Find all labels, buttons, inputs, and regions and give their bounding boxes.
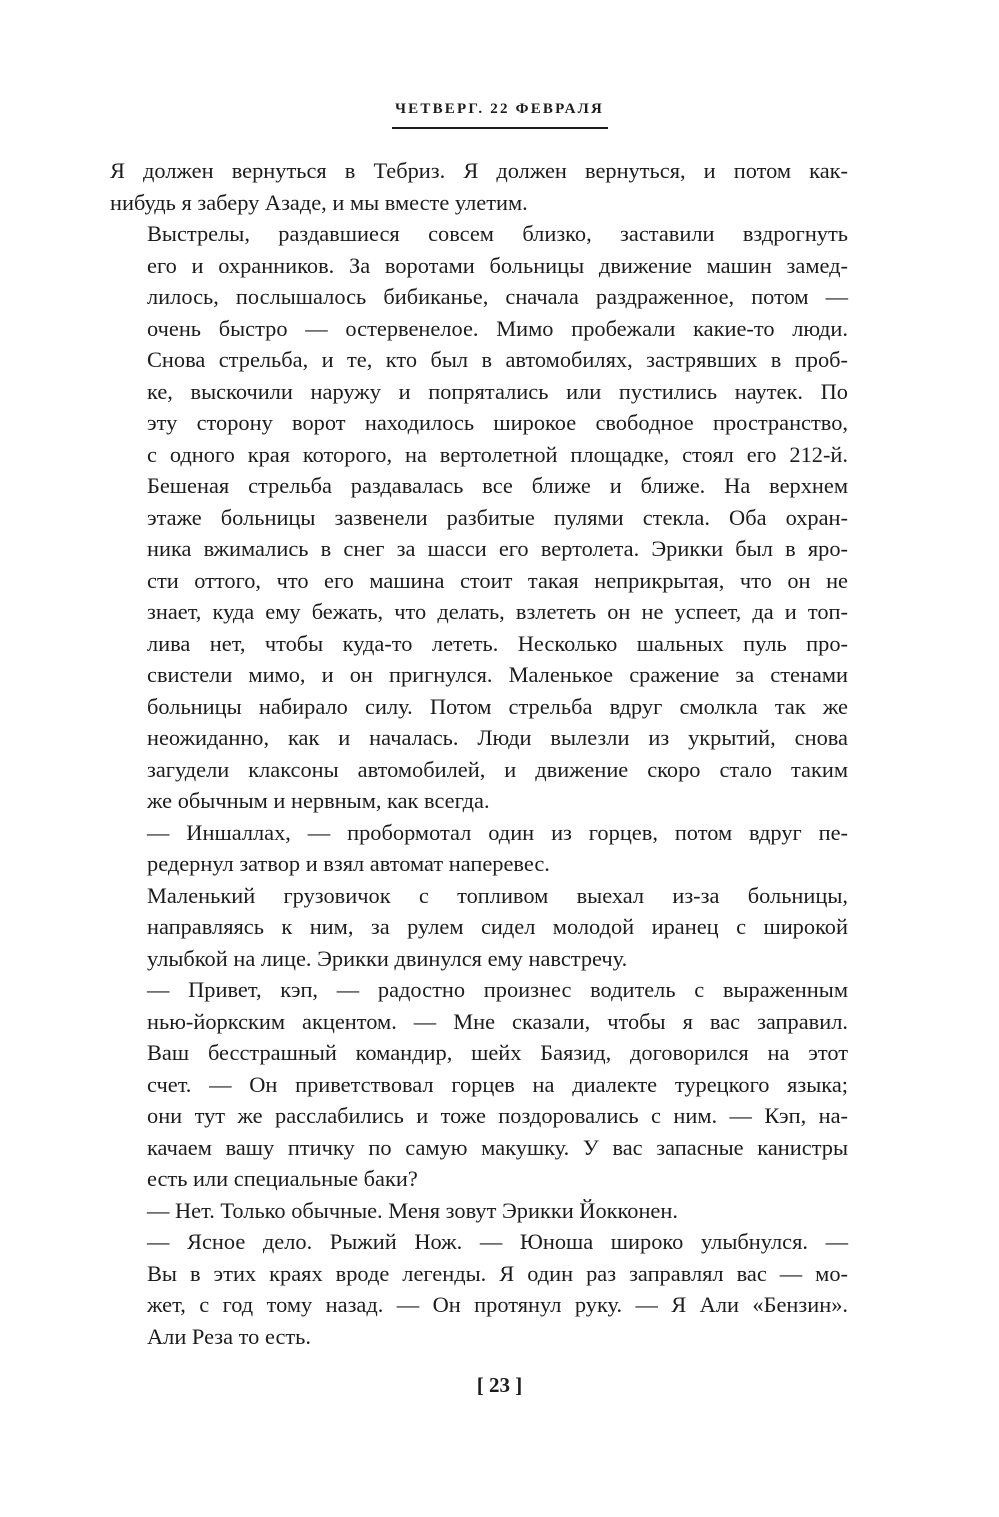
text-line: же обычным и нервным, как всегда. bbox=[147, 788, 490, 813]
paragraph bbox=[110, 880, 848, 975]
text-line: лилось, послышалось бибиканье, сначала раздраженное, потом — bbox=[147, 284, 848, 309]
body-text bbox=[110, 155, 848, 1352]
paragraph bbox=[110, 218, 848, 817]
text-line: его и охранников. За воротами больницы движение машин замед- bbox=[147, 252, 848, 278]
text-line: знает, куда ему бежать, что делать, взлететь он не успеет, да и топ- bbox=[147, 599, 848, 624]
text-line: Вы в этих краях вроде легенды. Я один раз заправлял вас — мо- bbox=[147, 1260, 848, 1286]
text-line: ке, выскочили наружу и попрятались или пустились наутек. По bbox=[147, 378, 848, 404]
text-line: с одного края которого, на вертолетной площадке, стоял его 212-й. bbox=[147, 441, 848, 467]
text-line: свистели мимо, и он пригнулся. Маленькое сражение за стенами bbox=[147, 662, 848, 687]
page-number: [ 23 ] bbox=[476, 1373, 523, 1397]
text-line: сти оттого, что его машина стоит такая неприкрытая, что он не bbox=[147, 567, 848, 593]
text-line: — Нет. Только обычные. Меня зовут Эрикки Йокконен. bbox=[147, 1197, 678, 1223]
running-head-title: ЧЕТВЕРГ. 22 ФЕВРАЛЯ bbox=[394, 101, 605, 117]
text-line: Ваш бесстрашный командир, шейх Баязид, договорился на этот bbox=[147, 1040, 848, 1065]
text-line: нибудь я заберу Азаде, и мы вместе улетим. bbox=[110, 189, 528, 215]
running-head bbox=[0, 98, 999, 129]
text-line: нью-йоркским акцентом. — Мне сказали, чтобы я вас заправил. bbox=[147, 1008, 848, 1034]
text-line: неожиданно, как и началась. Люди вылезли из укрытий, снова bbox=[147, 725, 848, 750]
text-line: Выстрелы, раздавшиеся совсем близко, заставили вздрогнуть bbox=[147, 221, 848, 246]
text-line: направляясь к ним, за рулем сидел молодой иранец с широкой bbox=[147, 914, 848, 939]
text-line: больницы набирало силу. Потом стрельба вдруг смолкла так же bbox=[147, 693, 848, 719]
text-line: Снова стрельба, и те, кто был в автомобилях, застрявших в проб- bbox=[147, 347, 848, 372]
paragraph bbox=[110, 817, 848, 880]
paragraph bbox=[110, 974, 848, 1195]
text-line: качаем вашу птичку по самую макушку. У вас запасные канистры bbox=[147, 1134, 848, 1160]
text-line: есть или специальные баки? bbox=[147, 1166, 418, 1191]
text-line: Бешеная стрельба раздавалась все ближе и ближе. На верхнем bbox=[147, 473, 848, 498]
text-line: жет, с год тому назад. — Он протянул руку. — Я Али «Бензин». bbox=[147, 1292, 848, 1317]
text-line: очень быстро — остервенелое. Мимо пробежали какие-то люди. bbox=[147, 315, 848, 341]
text-line: эту сторону ворот находилось широкое свободное пространство, bbox=[147, 410, 848, 435]
paragraph bbox=[110, 155, 848, 218]
text-line: они тут же расслабились и тоже поздоровались с ним. — Кэп, на- bbox=[147, 1103, 848, 1128]
text-line: этаже больницы зазвенели разбитые пулями стекла. Оба охран- bbox=[147, 504, 848, 530]
text-line: Маленький грузовичок с топливом выехал из-за больницы, bbox=[147, 882, 848, 908]
text-line: ника вжимались в снег за шасси его вертолета. Эрикки был в яро- bbox=[147, 536, 848, 561]
paragraph bbox=[110, 1195, 848, 1227]
text-line: — Иншаллах, — пробормотал один из горцев, потом вдруг пе- bbox=[147, 819, 848, 845]
text-line: Я должен вернуться в Тебриз. Я должен вернуться, и потом как- bbox=[110, 158, 848, 183]
text-line: счет. — Он приветствовал горцев на диалекте турецкого языка; bbox=[147, 1071, 848, 1097]
text-line: лива нет, чтобы куда-то лететь. Несколько шальных пуль про- bbox=[147, 630, 848, 656]
paragraph bbox=[110, 1226, 848, 1352]
running-head-rule bbox=[392, 127, 608, 129]
text-line: — Ясное дело. Рыжий Нож. — Юноша широко улыбнулся. — bbox=[147, 1229, 848, 1254]
text-line: редернул затвор и взял автомат наперевес. bbox=[147, 851, 550, 876]
text-line: — Привет, кэп, — радостно произнес водитель с выраженным bbox=[147, 977, 848, 1002]
text-line: Али Реза то есть. bbox=[147, 1323, 311, 1349]
text-line: улыбкой на лице. Эрикки двинулся ему навстречу. bbox=[147, 945, 628, 971]
text-line: загудели клаксоны автомобилей, и движение скоро стало таким bbox=[147, 756, 848, 782]
